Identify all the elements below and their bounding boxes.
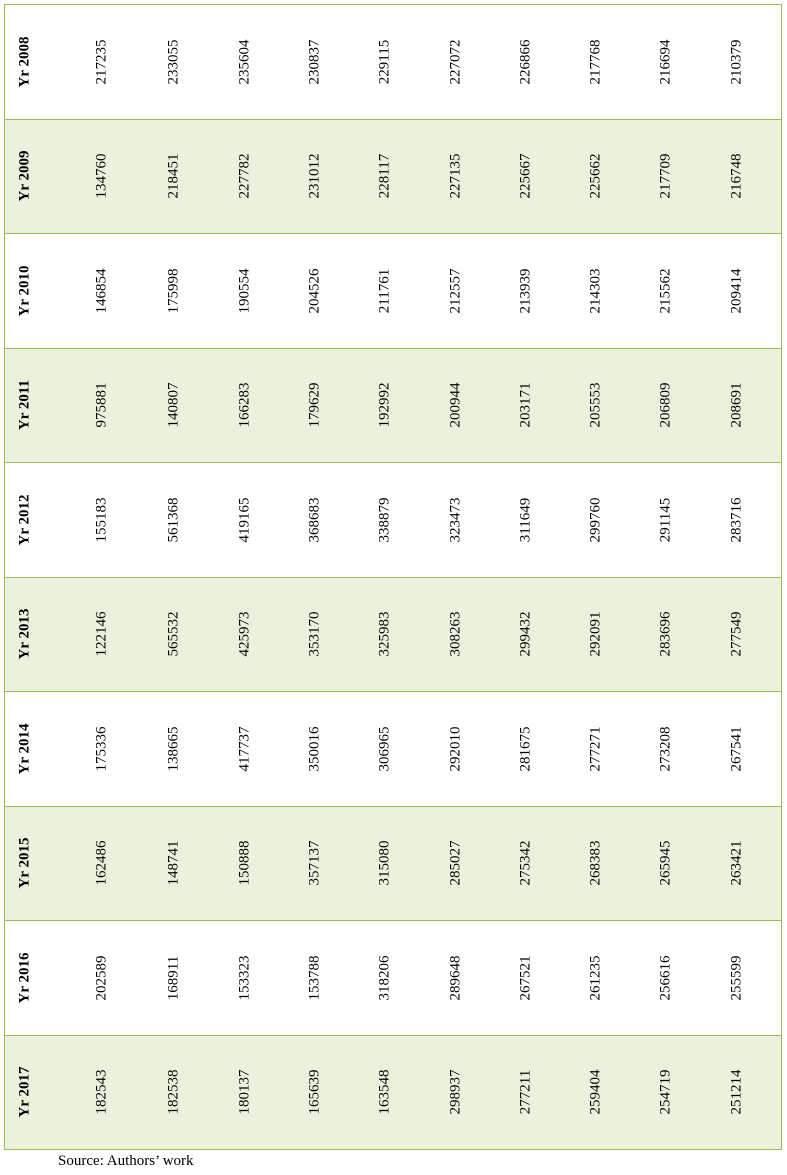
value-text: 255599: [728, 955, 745, 1001]
year-label: Yr 2014: [16, 723, 33, 775]
value-text: 138665: [165, 726, 182, 772]
value-text: 153323: [236, 955, 253, 1001]
value-text: 163548: [376, 1069, 393, 1115]
year-label: Yr 2017: [16, 1066, 33, 1118]
value-text: 308263: [447, 611, 464, 657]
value-text: 227782: [236, 153, 253, 199]
value-text: 261235: [587, 955, 604, 1001]
year-label: Yr 2010: [16, 265, 33, 317]
value-text: 179629: [306, 382, 323, 428]
value-text: 561368: [165, 497, 182, 543]
value-text: 229115: [376, 39, 393, 84]
value-text: 227135: [447, 153, 464, 199]
value-text: 162486: [93, 840, 110, 886]
value-text: 214303: [587, 268, 604, 314]
value-text: 275342: [517, 840, 534, 886]
value-text: 213939: [517, 268, 534, 314]
value-text: 265945: [657, 840, 674, 886]
value-text: 211761: [376, 268, 393, 313]
data-table: [4, 4, 782, 1150]
value-text: 217709: [657, 153, 674, 199]
value-text: 283716: [728, 497, 745, 543]
value-text: 230837: [306, 39, 323, 85]
value-text: 205553: [587, 382, 604, 428]
value-text: 218451: [165, 153, 182, 199]
value-text: 273208: [657, 726, 674, 772]
value-text: 267541: [728, 726, 745, 772]
value-text: 315080: [376, 840, 393, 886]
value-text: 292010: [447, 726, 464, 772]
table-row: [5, 692, 781, 807]
value-text: 175336: [93, 726, 110, 772]
table-row: [5, 5, 781, 120]
year-label: Yr 2008: [16, 36, 33, 88]
value-text: 216694: [657, 39, 674, 85]
value-text: 368683: [306, 497, 323, 543]
value-text: 350016: [306, 726, 323, 772]
value-text: 281675: [517, 726, 534, 772]
source-note: Source: Authors’ work: [58, 1153, 194, 1169]
value-text: 292091: [587, 611, 604, 657]
value-text: 155183: [93, 497, 110, 543]
value-text: 206809: [657, 382, 674, 428]
value-text: 338879: [376, 497, 393, 543]
value-text: 217768: [587, 39, 604, 85]
value-text: 235604: [236, 39, 253, 85]
value-text: 150888: [236, 840, 253, 886]
value-text: 425973: [236, 611, 253, 657]
value-text: 357137: [306, 840, 323, 886]
value-text: 146854: [93, 268, 110, 314]
value-text: 268383: [587, 840, 604, 886]
table-row: [5, 120, 781, 235]
value-text: 212557: [447, 268, 464, 314]
value-text: 299432: [517, 611, 534, 657]
value-text: 165639: [306, 1069, 323, 1115]
value-text: 254719: [657, 1069, 674, 1115]
value-text: 200944: [447, 382, 464, 428]
value-text: 318206: [376, 955, 393, 1001]
value-text: 225667: [517, 153, 534, 199]
value-text: 140807: [165, 382, 182, 428]
value-text: 210379: [728, 39, 745, 85]
value-text: 180137: [236, 1069, 253, 1115]
value-text: 263421: [728, 840, 745, 886]
value-text: 203171: [517, 382, 534, 428]
table-row: [5, 807, 781, 922]
value-text: 148741: [165, 840, 182, 886]
year-label: Yr 2015: [16, 837, 33, 889]
value-text: 209414: [728, 268, 745, 314]
value-text: 267521: [517, 955, 534, 1001]
value-text: 565532: [165, 611, 182, 657]
table-row: [5, 578, 781, 693]
value-text: 122146: [93, 611, 110, 657]
value-text: 202589: [93, 955, 110, 1001]
year-label: Yr 2013: [16, 608, 33, 660]
value-text: 233055: [165, 39, 182, 85]
value-text: 283696: [657, 611, 674, 657]
value-text: 228117: [376, 154, 393, 199]
year-label: Yr 2009: [16, 150, 33, 202]
value-text: 134760: [93, 153, 110, 199]
value-text: 256616: [657, 955, 674, 1001]
value-text: 417737: [236, 726, 253, 772]
value-text: 215562: [657, 268, 674, 314]
year-label: Yr 2012: [16, 494, 33, 546]
value-text: 299760: [587, 497, 604, 543]
value-text: 323473: [447, 497, 464, 543]
value-text: 168911: [165, 955, 182, 1000]
value-text: 182538: [165, 1069, 182, 1115]
value-text: 277549: [728, 611, 745, 657]
value-text: 204526: [306, 268, 323, 314]
value-text: 231012: [306, 153, 323, 199]
value-text: 353170: [306, 611, 323, 657]
value-text: 182543: [93, 1069, 110, 1115]
value-text: 225662: [587, 153, 604, 199]
table-row: [5, 234, 781, 349]
value-text: 277211: [517, 1070, 534, 1115]
value-text: 190554: [236, 268, 253, 314]
value-text: 311649: [517, 497, 534, 542]
table-row: [5, 921, 781, 1036]
value-text: 166283: [236, 382, 253, 428]
value-text: 298937: [447, 1069, 464, 1115]
value-text: 325983: [376, 611, 393, 657]
value-text: 285027: [447, 840, 464, 886]
value-text: 153788: [306, 955, 323, 1001]
table-row: [5, 349, 781, 464]
value-text: 251214: [728, 1069, 745, 1115]
value-text: 306965: [376, 726, 393, 772]
table-row: [5, 1036, 781, 1150]
value-text: 419165: [236, 497, 253, 543]
value-text: 217235: [93, 39, 110, 85]
value-text: 226866: [517, 39, 534, 85]
year-label: Yr 2016: [16, 952, 33, 1004]
value-text: 216748: [728, 153, 745, 199]
value-text: 227072: [447, 39, 464, 85]
year-label: Yr 2011: [16, 380, 33, 431]
table-row: [5, 463, 781, 578]
value-text: 208691: [728, 382, 745, 428]
value-text: 289648: [447, 955, 464, 1001]
value-text: 291145: [657, 497, 674, 542]
value-text: 192992: [376, 382, 393, 428]
value-text: 175998: [165, 268, 182, 314]
value-text: 975881: [93, 382, 110, 428]
value-text: 277271: [587, 726, 604, 772]
value-text: 259404: [587, 1069, 604, 1115]
